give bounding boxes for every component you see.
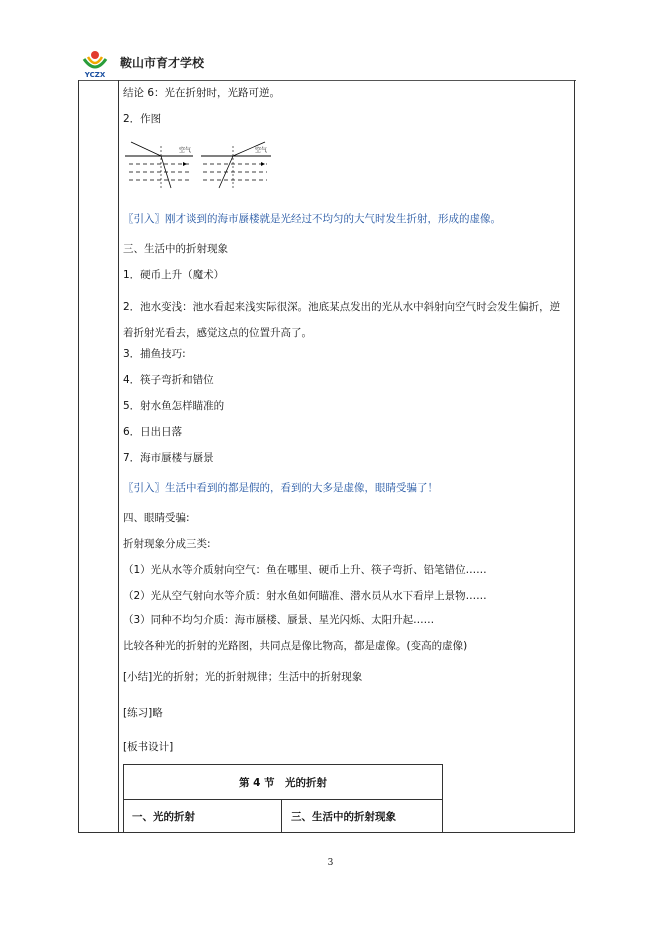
table-column-divider [118,80,119,832]
summary: [小结]光的折射；光的折射规律；生活中的折射现象 [123,671,363,683]
list-item-1: 1．硬币上升（魔术） [123,269,225,281]
classification-heading: 折射现象分成三类: [123,538,211,550]
list-item-2: 2．池水变浅：池水看起来浅实际很深。池底某点发出的光从水中斜射向空气时会发生偏折，逆着折射光看去，感觉这点的位置升高了。 [123,301,561,339]
board-cell-1: 一、光的折射 [124,800,282,833]
practice: [练习]略 [123,707,163,719]
school-name: 鞍山市育才学校 [120,55,205,70]
list-item-3: 3．捕鱼技巧: [123,348,186,360]
school-logo [78,45,112,79]
section-3-heading: 三、生活中的折射现象 [123,243,228,255]
class-2: （2）光从空气射向水等介质：射水鱼如何瞄准、潜水员从水下看岸上景物…… [123,590,487,602]
list-item-7: 7．海市蜃楼与蜃景 [123,452,214,464]
draw-heading: 2．作图 [123,113,162,125]
page-number: 3 [327,858,334,868]
page-header [78,44,204,80]
intro-mirage: 〖引入〗刚才谈到的海市蜃楼就是光经过不均匀的大气时发生折射，形成的虚像。 [123,213,501,225]
conclusion-6: 结论 6：光在折射时，光路可逆。 [123,87,281,99]
list-item-6: 6．日出日落 [123,426,183,438]
comparison-note: 比较各种光的折射的光路图，共同点是像比物高，都是虚像。(变高的虚像) [123,640,468,652]
board-cell-2: 三、生活中的折射现象 [291,811,396,823]
section-4-heading: 四、眼睛受骗: [123,512,190,524]
svg-text:空气: 空气 [179,147,192,154]
intro-deceived: 〖引入〗生活中看到的都是假的，看到的大多是虚像，眼睛受骗了！ [123,482,438,494]
svg-text:空气: 空气 [255,147,268,154]
class-3: （3）同种不均匀介质：海市蜃楼、蜃景、星光闪烁、太阳升起…… [123,614,435,626]
refraction-diagram [123,136,283,200]
list-item-5: 5．射水鱼怎样瞄准的 [123,400,225,412]
svg-text:YCZX: YCZX [84,71,106,79]
board-design-heading: [板书设计] [123,741,174,753]
board-title: 第 4 节 光的折射 [124,765,442,800]
class-1: （1）光从水等介质射向空气：鱼在哪里、硬币上升、筷子弯折、铅笔错位…… [123,564,487,576]
list-item-4: 4．筷子弯折和错位 [123,374,214,386]
board-design-table [123,764,443,833]
